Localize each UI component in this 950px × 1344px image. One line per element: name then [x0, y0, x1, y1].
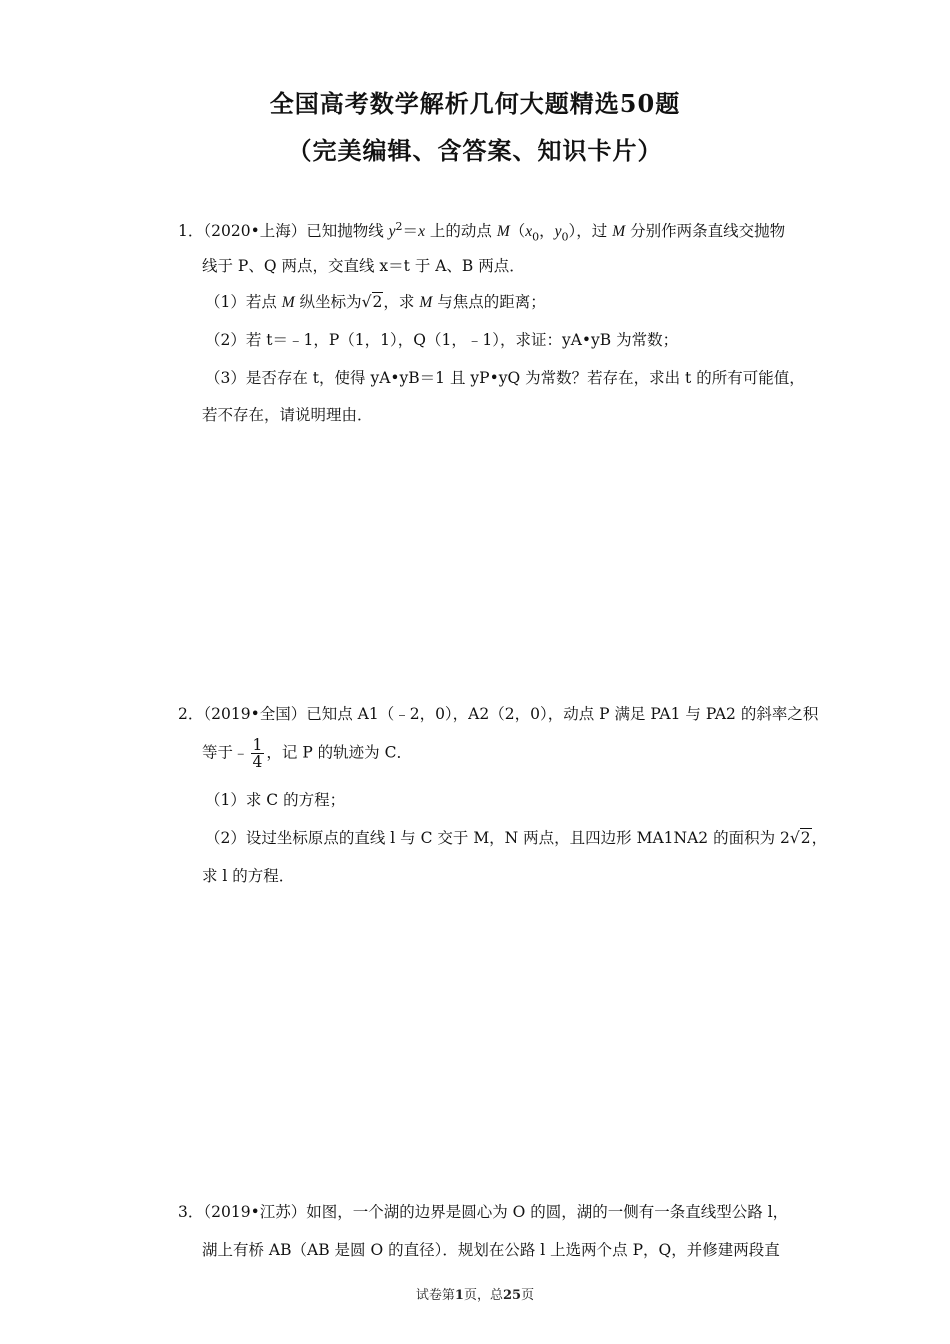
- question-number: 2．: [178, 705, 204, 723]
- math-y0: y: [554, 223, 562, 241]
- q1-text: ＝: [402, 222, 419, 241]
- math-M: M: [612, 223, 626, 241]
- total-pages: 25: [502, 1288, 522, 1303]
- page-footer: [0, 1284, 950, 1303]
- page-title: 全国高考数学解析几何大题精选50题: [269, 89, 681, 118]
- question-1-line-2: 线于 P、Q 两点，交直线 x＝t 于 A、B 两点．: [202, 257, 525, 275]
- math-y: y: [388, 223, 396, 241]
- math-M: M: [281, 294, 295, 311]
- question-2-part-2-cont: 求 l 的方程．: [202, 867, 295, 885]
- question-1-part-2: （2）若 t＝﹣1，P（1，1），Q（1，﹣1），求证：yA•yB 为常数；: [205, 331, 679, 349]
- fraction-denominator: 4: [252, 753, 263, 771]
- q1-text: ，求: [383, 293, 420, 311]
- question-1-part-3-cont: 若不存在，请说明理由．: [202, 406, 373, 424]
- math-M: M: [496, 223, 510, 241]
- question-2-line-2: [202, 737, 412, 770]
- q1-text: ），过: [568, 222, 613, 241]
- footer-text: 页: [521, 1288, 535, 1303]
- question-1-part-3: （3）是否存在 t，使得 yA•yB＝1 且 yP•yQ 为常数？若存在，求出 t 的所有可能值，: [205, 369, 805, 387]
- fraction: [251, 737, 265, 770]
- page-subtitle: （完美编辑、含答案、知识卡片）: [287, 136, 663, 165]
- q1-text: 分别作两条直线交抛物: [625, 222, 786, 241]
- sqrt-2: √2: [789, 829, 811, 847]
- question-2-part-1: （1）求 C 的方程；: [205, 791, 346, 809]
- q2-text: 已知点 A1（﹣2，0），A2（2，0），动点 P 满足 PA1 与 PA2 的斜率之积: [306, 705, 819, 723]
- footer-text: 页，总: [463, 1288, 503, 1303]
- q1-text: 与焦点的距离；: [432, 293, 546, 311]
- fraction-numerator: 1: [252, 736, 263, 754]
- q1-text: （1）若点: [205, 293, 282, 311]
- q2-text: （2）设过坐标原点的直线 l 与 C 交于 M，N 两点，且四边形 MA1NA2 的面积为 2: [205, 829, 790, 847]
- question-source: （2020•上海）: [203, 222, 307, 241]
- q1-text: 上的动点: [424, 222, 497, 241]
- q1-text: 纵坐标为: [294, 293, 362, 311]
- q1-text: （: [509, 222, 526, 241]
- math-x: x: [418, 223, 425, 241]
- math-exp: 2: [395, 220, 403, 233]
- sqrt-2: √2: [361, 293, 383, 311]
- question-source: （2019•全国）: [203, 705, 307, 723]
- q2-text: 等于﹣: [202, 743, 249, 762]
- question-2-line-1: [178, 704, 818, 724]
- q3-text: 如图，一个湖的边界是圆心为 O 的圆，湖的一侧有一条直线型公路 l，: [306, 1203, 789, 1221]
- question-number: 1．: [178, 222, 204, 241]
- question-2-part-2: （2）设过坐标原点的直线 l 与 C 交于 M，N 两点，且四边形 MA1NA2 的面积为 2√2，: [205, 829, 828, 847]
- footer-text: 试卷第: [415, 1288, 455, 1303]
- question-number: 3．: [178, 1203, 204, 1221]
- question-1-part-1: [205, 292, 546, 313]
- page-number: 1: [454, 1288, 464, 1303]
- question-3-line-1: [178, 1202, 788, 1222]
- math-M: M: [419, 294, 433, 311]
- q1-text: ，: [539, 222, 555, 241]
- question-source: （2019•江苏）: [203, 1203, 307, 1221]
- question-1-line-1: 1．（2020•上海）已知抛物线 $y^2=x$ 上的动点 $M(x_0$，$y_0$），过 M 分别作两条直线交抛物: [178, 220, 786, 244]
- question-3-line-2: 湖上有桥 AB（AB 是圆 O 的直径）．规划在公路 l 上选两个点 P，Q，并修建两段直: [202, 1241, 780, 1259]
- math-x0: x: [525, 223, 533, 241]
- q2-text: ，记 P 的轨迹为 C．: [266, 743, 412, 762]
- q1-text: 已知抛物线: [306, 222, 389, 241]
